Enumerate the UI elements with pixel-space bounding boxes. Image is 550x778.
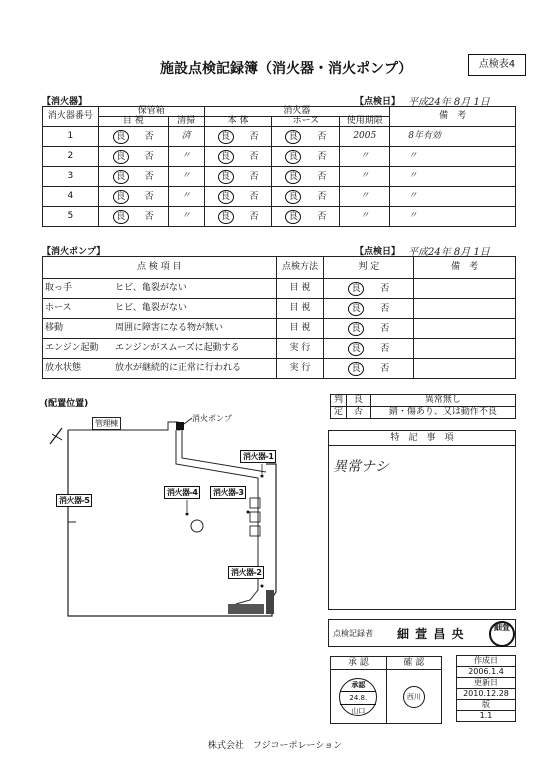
judgement-legend xyxy=(330,394,516,419)
ext-body-bad: 否 xyxy=(249,191,259,202)
layout-map xyxy=(40,404,325,619)
ext-box-good: 良 xyxy=(113,190,129,204)
created-label: 作成日 xyxy=(457,656,516,667)
ext-number: 4 xyxy=(43,187,99,207)
pump-date: 平成24年 8月 1日 xyxy=(408,247,490,258)
pump-judge-good: 良 xyxy=(348,282,364,296)
ext-hose-bad: 否 xyxy=(317,151,327,162)
pump-method: 目 視 xyxy=(276,279,324,299)
pump-row xyxy=(43,299,516,319)
updated-label: 更新日 xyxy=(457,678,516,689)
extinguisher-section-label: 【消火器】 xyxy=(42,97,88,107)
legend-bad-text: 錆・傷あり、又は動作不良 xyxy=(370,407,515,419)
ext-clean: 〃 xyxy=(168,187,204,207)
pump-section-label: 【消火ポンプ】 xyxy=(42,247,106,257)
pump-item: ホース xyxy=(45,303,72,313)
ext-box-bad: 否 xyxy=(144,151,154,162)
footer-company: 株式会社 フジコーポレーション xyxy=(207,741,343,751)
pump-row xyxy=(43,339,516,359)
extinguisher-4-label: 消火器-4 xyxy=(164,486,200,499)
ext-clean: 〃 xyxy=(168,207,204,227)
col-header-pump-remarks: 備 考 xyxy=(414,257,516,279)
extinguisher-row xyxy=(43,187,516,207)
pump-judge-bad: 否 xyxy=(380,323,390,334)
notes-title: 特 記 事 項 xyxy=(329,431,515,446)
approval-stamp: 承認 24.8. 山口 xyxy=(339,678,377,716)
legend-good-text: 異常無し xyxy=(370,395,515,407)
ext-hose-good: 良 xyxy=(285,190,301,204)
extinguisher-row xyxy=(43,127,516,147)
pump-remark xyxy=(414,339,516,359)
extinguisher-3-label: 消火器-3 xyxy=(210,486,246,499)
legend-decide: 定 xyxy=(331,407,347,419)
ext-body-bad: 否 xyxy=(249,151,259,162)
extinguisher-date: 平成24年 8月 1日 xyxy=(408,97,490,108)
confirm-stamp: 西川 xyxy=(403,686,425,708)
updated-date: 2010.12.28 xyxy=(457,689,516,700)
ext-box-good: 良 xyxy=(113,170,129,184)
document-info xyxy=(456,655,516,722)
layout-map-title: (配置位置) xyxy=(44,399,89,409)
pump-date-label: 【点検日】 xyxy=(355,247,401,257)
pump-item-desc: 放水が継続的に正常に行われる xyxy=(115,363,242,373)
ext-expiry: 〃 xyxy=(340,167,390,187)
version-label: 版 xyxy=(457,700,516,711)
approve-header: 承 認 xyxy=(331,657,387,670)
pump-row xyxy=(43,279,516,299)
ext-number: 1 xyxy=(43,127,99,147)
pump-judge-bad: 否 xyxy=(380,343,390,354)
ext-remark: 〃 xyxy=(390,167,516,187)
extinguisher-table xyxy=(42,106,516,227)
ext-body-good: 良 xyxy=(218,170,234,184)
pump-judge-bad: 否 xyxy=(380,363,390,374)
pump-judge-bad: 否 xyxy=(380,283,390,294)
pump-item-desc: エンジンがスムーズに起動する xyxy=(115,343,240,353)
confirm-header: 確 認 xyxy=(386,657,441,670)
ext-body-bad: 否 xyxy=(249,131,259,142)
col-header-body: 本 体 xyxy=(204,117,272,127)
ext-hose-bad: 否 xyxy=(317,211,327,222)
ext-clean: 済 xyxy=(168,127,204,147)
col-header-box-visual: 目 視 xyxy=(98,117,168,127)
pump-item: 移動 xyxy=(45,323,64,333)
col-header-number: 消火器番号 xyxy=(43,107,99,127)
legend-judge: 判 xyxy=(331,395,347,407)
col-header-remarks: 備 考 xyxy=(390,107,516,127)
inspector-label: 点検記録者 xyxy=(333,629,373,638)
legend-bad: 否 xyxy=(346,407,370,419)
inspector-box xyxy=(328,619,516,647)
ext-number: 5 xyxy=(43,207,99,227)
ext-box-bad: 否 xyxy=(144,131,154,142)
col-header-box-clean: 清掃 xyxy=(168,117,204,127)
pump-item: エンジン起動 xyxy=(45,343,99,353)
extinguisher-1-label: 消火器-1 xyxy=(240,450,276,463)
extinguisher-row xyxy=(43,167,516,187)
ext-expiry: 〃 xyxy=(340,207,390,227)
pump-judge-good: 良 xyxy=(348,342,364,356)
col-header-items: 点 検 項 目 xyxy=(43,257,277,279)
pump-item-desc: ヒビ、亀裂がない xyxy=(115,283,187,293)
ext-hose-good: 良 xyxy=(285,210,301,224)
extinguisher-row xyxy=(43,207,516,227)
pump-remark xyxy=(414,279,516,299)
ext-expiry: 〃 xyxy=(340,147,390,167)
ext-box-good: 良 xyxy=(113,210,129,224)
ext-remark: 〃 xyxy=(390,187,516,207)
ext-clean: 〃 xyxy=(168,167,204,187)
col-header-box: 保管箱 xyxy=(98,107,204,117)
ext-remark: 8年有効 xyxy=(390,127,516,147)
ext-box-bad: 否 xyxy=(144,171,154,182)
ext-body-good: 良 xyxy=(218,150,234,164)
page-title: 施設点検記録簿（消火器・消火ポンプ） xyxy=(160,61,413,77)
ext-hose-good: 良 xyxy=(285,170,301,184)
pump-row xyxy=(43,359,516,379)
inspector-name: 細 萱 昌 央 xyxy=(397,627,465,641)
col-header-expiry: 使用期限 xyxy=(340,117,390,127)
pump-item: 取っ手 xyxy=(45,283,73,293)
version-number: 1.1 xyxy=(457,711,516,722)
ext-body-good: 良 xyxy=(218,190,234,204)
ext-box-bad: 否 xyxy=(144,211,154,222)
ext-hose-bad: 否 xyxy=(317,131,327,142)
pump-remark xyxy=(414,299,516,319)
pump-remark xyxy=(414,319,516,339)
ext-body-bad: 否 xyxy=(249,171,259,182)
ext-body-good: 良 xyxy=(218,210,234,224)
pump-item-desc: ヒビ、亀裂がない xyxy=(115,303,187,313)
ext-expiry: 〃 xyxy=(340,187,390,207)
extinguisher-5-label: 消火器-5 xyxy=(56,494,92,507)
ext-hose-good: 良 xyxy=(285,130,301,144)
ext-number: 3 xyxy=(43,167,99,187)
ext-hose-bad: 否 xyxy=(317,191,327,202)
pump-method: 実 行 xyxy=(276,359,324,379)
legend-good: 良 xyxy=(346,395,370,407)
pump-judge-good: 良 xyxy=(348,302,364,316)
pump-method: 目 視 xyxy=(276,299,324,319)
pump-judge-good: 良 xyxy=(348,362,364,376)
pump-row xyxy=(43,319,516,339)
pump-item: 放水状態 xyxy=(45,363,82,373)
extinguisher-date-label: 【点検日】 xyxy=(355,97,401,107)
ext-body-good: 良 xyxy=(218,130,234,144)
pump-item-desc: 周囲に障害になる物が無い xyxy=(115,323,224,333)
pump-judge-bad: 否 xyxy=(380,303,390,314)
created-date: 2006.1.4 xyxy=(457,667,516,678)
pump-table xyxy=(42,256,516,379)
ext-remark: 〃 xyxy=(390,147,516,167)
ext-number: 2 xyxy=(43,147,99,167)
inspector-seal: 細萱 xyxy=(489,621,515,647)
pump-marker-label: 消火ポンプ xyxy=(192,414,232,423)
pump-method: 実 行 xyxy=(276,339,324,359)
pump-method: 目 視 xyxy=(276,319,324,339)
notes-text: 異常ナシ xyxy=(333,459,389,475)
pump-remark xyxy=(414,359,516,379)
col-header-unit: 消火器 xyxy=(204,107,390,117)
col-header-judge: 判 定 xyxy=(324,257,414,279)
extinguisher-2-label: 消火器-2 xyxy=(228,566,264,579)
ext-box-good: 良 xyxy=(113,130,129,144)
ext-hose-good: 良 xyxy=(285,150,301,164)
ext-remark: 〃 xyxy=(390,207,516,227)
ext-expiry: 2005 xyxy=(340,127,390,147)
notes-box xyxy=(328,430,516,610)
ext-clean: 〃 xyxy=(168,147,204,167)
building-label: 管理棟 xyxy=(92,417,121,430)
ext-box-bad: 否 xyxy=(144,191,154,202)
pump-judge-good: 良 xyxy=(348,322,364,336)
ext-body-bad: 否 xyxy=(249,211,259,222)
col-header-method: 点検方法 xyxy=(276,257,324,279)
col-header-hose: ホース xyxy=(272,117,340,127)
ext-box-good: 良 xyxy=(113,150,129,164)
extinguisher-row xyxy=(43,147,516,167)
ext-hose-bad: 否 xyxy=(317,171,327,182)
approval-table xyxy=(330,656,442,724)
doc-label: 点検表4 xyxy=(468,54,526,76)
